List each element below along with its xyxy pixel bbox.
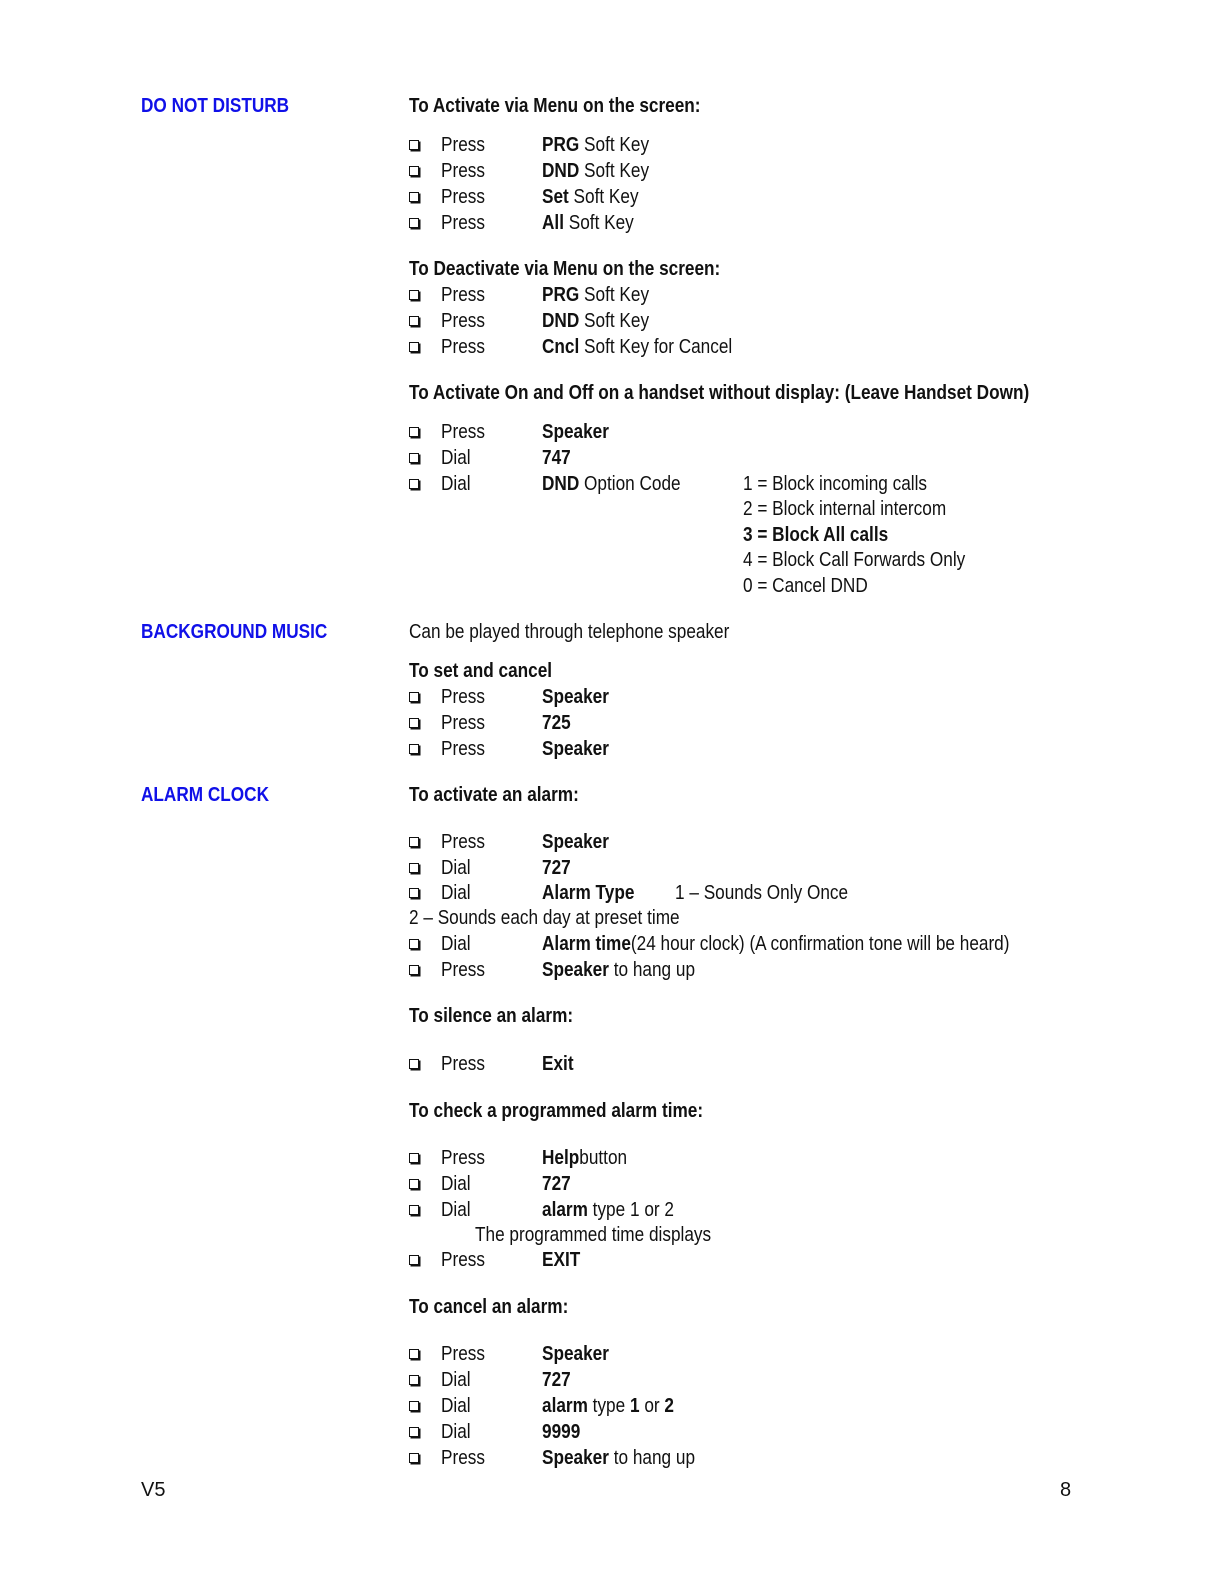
checkbox-bullet-icon xyxy=(409,692,419,702)
step-value xyxy=(542,308,649,334)
step-key: Alarm time xyxy=(542,933,631,955)
step-row xyxy=(409,957,1199,983)
step-row xyxy=(409,1051,1199,1077)
checkbox-bullet-icon xyxy=(409,965,419,975)
alarm-activate-heading: To activate an alarm: xyxy=(409,784,579,806)
step-verb: Press xyxy=(441,212,485,234)
step-value xyxy=(542,1341,609,1367)
step-rest: Soft Key xyxy=(579,284,650,306)
step-row xyxy=(409,855,1199,881)
footer-version: V5 xyxy=(141,1479,166,1501)
step-verb: Dial xyxy=(441,1421,471,1443)
step-rest: Soft Key xyxy=(579,310,650,332)
checkbox-bullet-icon xyxy=(409,342,419,352)
step-key: 747 xyxy=(542,447,571,469)
dnd-deactivate-heading: To Deactivate via Menu on the screen: xyxy=(409,258,721,280)
step-value xyxy=(542,1051,574,1077)
alarm-check-heading: To check a programmed alarm time: xyxy=(409,1100,704,1122)
step-verb: Press xyxy=(441,336,485,358)
step-verb: Dial xyxy=(441,1369,471,1391)
checkbox-bullet-icon xyxy=(409,718,419,728)
step-rest: type 1 or 2 xyxy=(587,1199,674,1221)
checkbox-bullet-icon xyxy=(409,453,419,463)
checkbox-bullet-icon xyxy=(409,316,419,326)
step-verb: Press xyxy=(441,1447,485,1469)
step-row xyxy=(409,931,1199,957)
step-verb: Dial xyxy=(441,473,471,495)
step-key: alarm xyxy=(542,1199,588,1221)
step-rest: button xyxy=(579,1147,628,1169)
dnd-option: 1 = Block incoming calls xyxy=(743,473,928,495)
step-verb: Dial xyxy=(441,933,471,955)
step-verb: Press xyxy=(441,1249,485,1271)
step-value xyxy=(542,1197,674,1223)
step-key: PRG xyxy=(542,134,580,156)
step-verb: Press xyxy=(441,1053,485,1075)
step-key: 727 xyxy=(542,1173,571,1195)
checkbox-bullet-icon xyxy=(409,939,419,949)
step-key: Set xyxy=(542,186,569,208)
step-rest: to hang up xyxy=(608,959,696,981)
step-row xyxy=(409,1367,1199,1393)
step-row xyxy=(409,132,1199,158)
step-value xyxy=(542,1171,571,1197)
checkbox-bullet-icon xyxy=(409,744,419,754)
step-verb: Press xyxy=(441,134,485,156)
step-row xyxy=(409,282,1199,308)
step-row xyxy=(409,1419,1199,1445)
step-key: DND xyxy=(542,160,580,182)
step-key: Speaker xyxy=(542,831,609,853)
step-key: 725 xyxy=(542,712,571,734)
step-row xyxy=(409,210,1199,236)
step-row xyxy=(409,880,1199,906)
step-verb: Press xyxy=(441,712,485,734)
checkbox-bullet-icon xyxy=(409,1153,419,1163)
dnd-option-highlight: 3 = Block All calls xyxy=(743,524,889,546)
step-key: Exit xyxy=(542,1053,574,1075)
step-row xyxy=(409,1445,1199,1471)
step-row xyxy=(409,419,1199,445)
step-key: Speaker xyxy=(542,686,609,708)
checkbox-bullet-icon xyxy=(409,1401,419,1411)
checkbox-bullet-icon xyxy=(409,888,419,898)
dnd-option: 4 = Block Call Forwards Only xyxy=(743,549,966,571)
step-row xyxy=(409,445,1199,471)
dnd-nodisplay-heading: To Activate On and Off on a handset without display: (Leave Handset Down) xyxy=(409,382,1030,404)
step-value xyxy=(542,931,1009,957)
step-row xyxy=(409,1197,1199,1223)
alarm-silence-heading: To silence an alarm: xyxy=(409,1005,574,1027)
step-key: All xyxy=(542,212,564,234)
step-row xyxy=(409,1393,1199,1419)
checkbox-bullet-icon xyxy=(409,218,419,228)
step-row xyxy=(409,829,1199,855)
step-verb: Press xyxy=(441,186,485,208)
step-value xyxy=(542,445,571,471)
step-verb: Press xyxy=(441,160,485,182)
step-value xyxy=(542,184,639,210)
checkbox-bullet-icon xyxy=(409,837,419,847)
dnd-option: 2 = Block internal intercom xyxy=(743,498,947,520)
step-key: Speaker xyxy=(542,1343,609,1365)
step-row xyxy=(409,684,1199,710)
step-row xyxy=(409,736,1199,762)
step-verb: Press xyxy=(441,1147,485,1169)
step-verb: Dial xyxy=(441,1395,471,1417)
step-value xyxy=(542,855,571,881)
alarm-cancel-heading: To cancel an alarm: xyxy=(409,1296,569,1318)
step-verb: Dial xyxy=(441,882,471,904)
footer-page-number: 8 xyxy=(1060,1479,1072,1501)
step-verb: Press xyxy=(441,831,485,853)
checkbox-bullet-icon xyxy=(409,290,419,300)
step-key: EXIT xyxy=(542,1249,581,1271)
checkbox-bullet-icon xyxy=(409,166,419,176)
step-rest: (24 hour clock) (A confirmation tone will be heard) xyxy=(630,933,1010,955)
step-value xyxy=(542,132,649,158)
step-rest: type xyxy=(587,1395,630,1417)
step-value xyxy=(542,1247,580,1273)
step-value xyxy=(542,684,609,710)
alarm-check-note: The programmed time displays xyxy=(475,1224,712,1246)
step-key: Speaker xyxy=(542,738,609,760)
step-value xyxy=(542,282,649,308)
step-row xyxy=(409,334,1199,360)
checkbox-bullet-icon xyxy=(409,863,419,873)
step-verb: Press xyxy=(441,310,485,332)
step-key: 727 xyxy=(542,1369,571,1391)
step-key: DND xyxy=(542,310,580,332)
dnd-option: 0 = Cancel DND xyxy=(743,575,868,597)
step-value xyxy=(542,1393,674,1419)
step-key: 727 xyxy=(542,857,571,879)
step-verb: Dial xyxy=(441,1173,471,1195)
step-rest: Option Code xyxy=(579,473,681,495)
step-verb: Dial xyxy=(441,857,471,879)
step-key: Speaker xyxy=(542,421,609,443)
step-value xyxy=(542,1367,571,1393)
step-verb: Dial xyxy=(441,1199,471,1221)
step-row xyxy=(409,1145,1199,1171)
step-value xyxy=(542,334,732,360)
step-rest: Soft Key xyxy=(579,160,650,182)
step-key: 9999 xyxy=(542,1421,581,1443)
checkbox-bullet-icon xyxy=(409,1255,419,1265)
step-row xyxy=(409,158,1199,184)
step-rest: to hang up xyxy=(608,1447,696,1469)
checkbox-bullet-icon xyxy=(409,1205,419,1215)
checkbox-bullet-icon xyxy=(409,1059,419,1069)
step-row xyxy=(409,710,1199,736)
step-value xyxy=(542,1145,627,1171)
checkbox-bullet-icon xyxy=(409,1179,419,1189)
step-key: DND xyxy=(542,473,580,495)
step-value xyxy=(542,710,571,736)
step-key: Speaker xyxy=(542,959,609,981)
step-value xyxy=(542,1419,580,1445)
step-key: Cncl xyxy=(542,336,580,358)
step-key: Speaker xyxy=(542,1447,609,1469)
step-value xyxy=(542,880,634,906)
step-value xyxy=(542,1445,695,1471)
step-verb: Press xyxy=(441,1343,485,1365)
checkbox-bullet-icon xyxy=(409,479,419,489)
step-value xyxy=(542,471,681,497)
step-row xyxy=(409,184,1199,210)
step-verb: Press xyxy=(441,284,485,306)
checkbox-bullet-icon xyxy=(409,192,419,202)
music-intro: Can be played through telephone speaker xyxy=(409,621,730,643)
dnd-activate-heading: To Activate via Menu on the screen: xyxy=(409,95,701,117)
step-value xyxy=(542,829,609,855)
step-rest: Soft Key xyxy=(568,186,639,208)
checkbox-bullet-icon xyxy=(409,427,419,437)
step-row xyxy=(409,1341,1199,1367)
step-value xyxy=(542,158,649,184)
section-title-background-music: BACKGROUND MUSIC xyxy=(141,621,328,643)
step-verb: Press xyxy=(441,686,485,708)
step-key: 2 xyxy=(664,1395,674,1417)
step-row xyxy=(409,1247,1199,1273)
step-rest: Soft Key xyxy=(579,134,650,156)
step-key: alarm xyxy=(542,1395,588,1417)
checkbox-bullet-icon xyxy=(409,1375,419,1385)
step-key: Alarm Type xyxy=(542,882,635,904)
step-key: PRG xyxy=(542,284,580,306)
step-value xyxy=(542,210,634,236)
step-value xyxy=(542,736,609,762)
checkbox-bullet-icon xyxy=(409,140,419,150)
step-rest: Soft Key for Cancel xyxy=(579,336,733,358)
step-verb: Press xyxy=(441,959,485,981)
checkbox-bullet-icon xyxy=(409,1349,419,1359)
alarm-type-option: 2 – Sounds each day at preset time xyxy=(409,907,680,929)
checkbox-bullet-icon xyxy=(409,1427,419,1437)
step-verb: Press xyxy=(441,738,485,760)
checkbox-bullet-icon xyxy=(409,1453,419,1463)
step-row xyxy=(409,308,1199,334)
section-title-alarm-clock: ALARM CLOCK xyxy=(141,784,270,806)
step-key: Help xyxy=(542,1147,580,1169)
step-key: 1 xyxy=(629,1395,640,1417)
section-title-do-not-disturb: DO NOT DISTURB xyxy=(141,95,290,117)
step-rest: or xyxy=(639,1395,665,1417)
step-verb: Press xyxy=(441,421,485,443)
music-heading: To set and cancel xyxy=(409,660,553,682)
step-verb: Dial xyxy=(441,447,471,469)
step-rest: Soft Key xyxy=(563,212,634,234)
step-row xyxy=(409,1171,1199,1197)
step-value xyxy=(542,419,609,445)
step-value xyxy=(542,957,695,983)
alarm-type-option: 1 – Sounds Only Once xyxy=(675,882,849,904)
